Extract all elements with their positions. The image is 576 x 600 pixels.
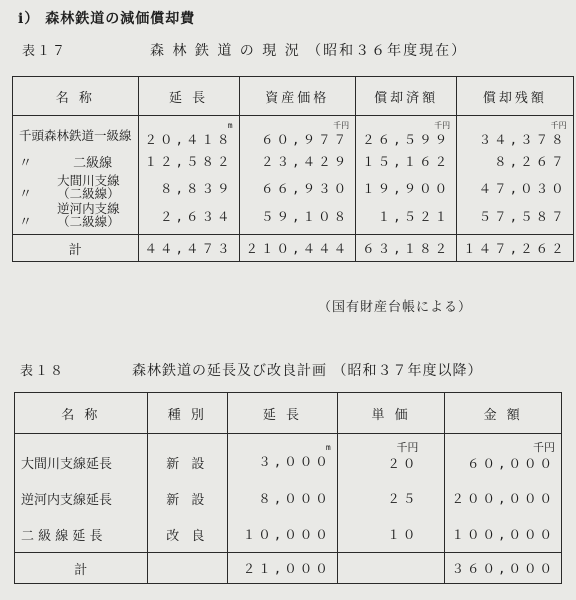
total-depreciated: ６３,１８２ xyxy=(356,235,457,262)
table18-title: 森林鉄道の延長及び改良計画 （昭和３７年度以降） xyxy=(132,363,483,379)
total-price: ２１０,４４４ xyxy=(239,235,356,262)
row-type: 新 設 xyxy=(147,434,228,481)
table17 xyxy=(12,76,574,262)
row-unit-price: ２５ xyxy=(337,480,445,516)
table17-header-remaining: 償却残額 xyxy=(457,77,574,116)
unit-label: 千円 xyxy=(434,121,451,130)
total-label: 計 xyxy=(15,553,148,584)
row-name: 大間川支線延長 xyxy=(15,434,148,481)
table18-header-unit-price: 単 価 xyxy=(337,393,445,434)
row-price: ２３,４２９ xyxy=(239,148,356,174)
total-amount: ３６０,０００ xyxy=(445,553,562,584)
row-depreciated: １,５２１ xyxy=(356,202,457,235)
table18-total-row xyxy=(15,553,562,584)
table18 xyxy=(14,392,562,584)
row-length: m ２０,４１８ xyxy=(138,116,239,149)
total-length: ２１,０００ xyxy=(228,553,338,584)
source-note: （国有財産台帳による） xyxy=(318,300,473,315)
total-label: 計 xyxy=(13,235,139,262)
row-price: ５９,１０８ xyxy=(239,202,356,235)
row-name: 〃 大間川支線 （二級線） xyxy=(13,174,139,202)
total-type-empty xyxy=(147,553,228,584)
row-price: ６６,９３０ xyxy=(239,174,356,202)
unit-label: 千円 xyxy=(533,441,555,454)
table-row xyxy=(13,116,574,149)
ditto-mark: 〃 xyxy=(19,155,33,171)
unit-label: 千円 xyxy=(333,121,350,130)
row-type: 新 設 xyxy=(147,480,228,516)
row-amount: ２００,０００ xyxy=(445,480,562,516)
row-type: 改 良 xyxy=(147,516,228,553)
table-row xyxy=(15,434,562,481)
table18-header-amount: 金 額 xyxy=(445,393,562,434)
row-length: １０,０００ xyxy=(228,516,338,553)
table17-total-row xyxy=(13,235,574,262)
row-remaining: ８,２６７ xyxy=(457,148,574,174)
table17-title: 森 林 鉄 道 の 現 況 （昭和３６年度現在） xyxy=(150,43,468,59)
table-row xyxy=(13,174,574,202)
section-heading: i） 森林鉄道の減価償却費 xyxy=(18,11,196,27)
total-unit-price-empty xyxy=(337,553,445,584)
table17-header-row xyxy=(13,77,574,116)
row-unit-price: 千円 ２０ xyxy=(337,434,445,481)
table17-label: 表１７ xyxy=(22,44,68,59)
table-row xyxy=(15,480,562,516)
ditto-mark: 〃 xyxy=(19,215,33,230)
row-name: 千頭森林鉄道一級線 xyxy=(13,116,139,149)
table-row xyxy=(13,202,574,235)
table18-header-length: 延 長 xyxy=(228,393,338,434)
table18-header-type: 種 別 xyxy=(147,393,228,434)
row-name: 〃 二級線 xyxy=(13,148,139,174)
row-name: 二 級 線 延 長 xyxy=(15,516,148,553)
row-length: ２,６３４ xyxy=(138,202,239,235)
unit-label: m xyxy=(325,443,331,452)
row-length: m ３,０００ xyxy=(228,434,338,481)
row-depreciated: 千円 ２６,５９９ xyxy=(356,116,457,149)
row-amount: 千円 ６０,０００ xyxy=(445,434,562,481)
row-name: 逆河内支線延長 xyxy=(15,480,148,516)
unit-label: 千円 xyxy=(396,441,419,454)
row-unit-price: １０ xyxy=(337,516,445,553)
row-name: 〃 逆河内支線 （二級線） xyxy=(13,202,139,235)
table18-header-name: 名 称 xyxy=(15,393,148,434)
row-length: １２,５８２ xyxy=(138,148,239,174)
row-price: 千円 ６０,９７７ xyxy=(239,116,356,149)
table17-header-price: 資産価格 xyxy=(239,77,356,116)
table17-header-name: 名 称 xyxy=(13,77,139,116)
table18-label: 表１８ xyxy=(20,364,66,379)
unit-label: m xyxy=(227,121,233,130)
ditto-mark: 〃 xyxy=(19,187,33,202)
unit-label: 千円 xyxy=(550,121,567,130)
table-row xyxy=(13,148,574,174)
row-depreciated: １５,１６２ xyxy=(356,148,457,174)
total-length: ４４,４７３ xyxy=(138,235,239,262)
table17-header-depreciated: 償却済額 xyxy=(356,77,457,116)
total-remaining: １４７,２６２ xyxy=(457,235,574,262)
row-remaining: ５７,５８７ xyxy=(457,202,574,235)
row-depreciated: １９,９００ xyxy=(356,174,457,202)
row-amount: １００,０００ xyxy=(445,516,562,553)
table17-header-length: 延 長 xyxy=(138,77,239,116)
row-length: ８,０００ xyxy=(228,480,338,516)
row-length: ８,８３９ xyxy=(138,174,239,202)
row-remaining: ４７,０３０ xyxy=(457,174,574,202)
row-remaining: 千円 ３４,３７８ xyxy=(457,116,574,149)
table-row xyxy=(15,516,562,553)
table18-header-row xyxy=(15,393,562,434)
